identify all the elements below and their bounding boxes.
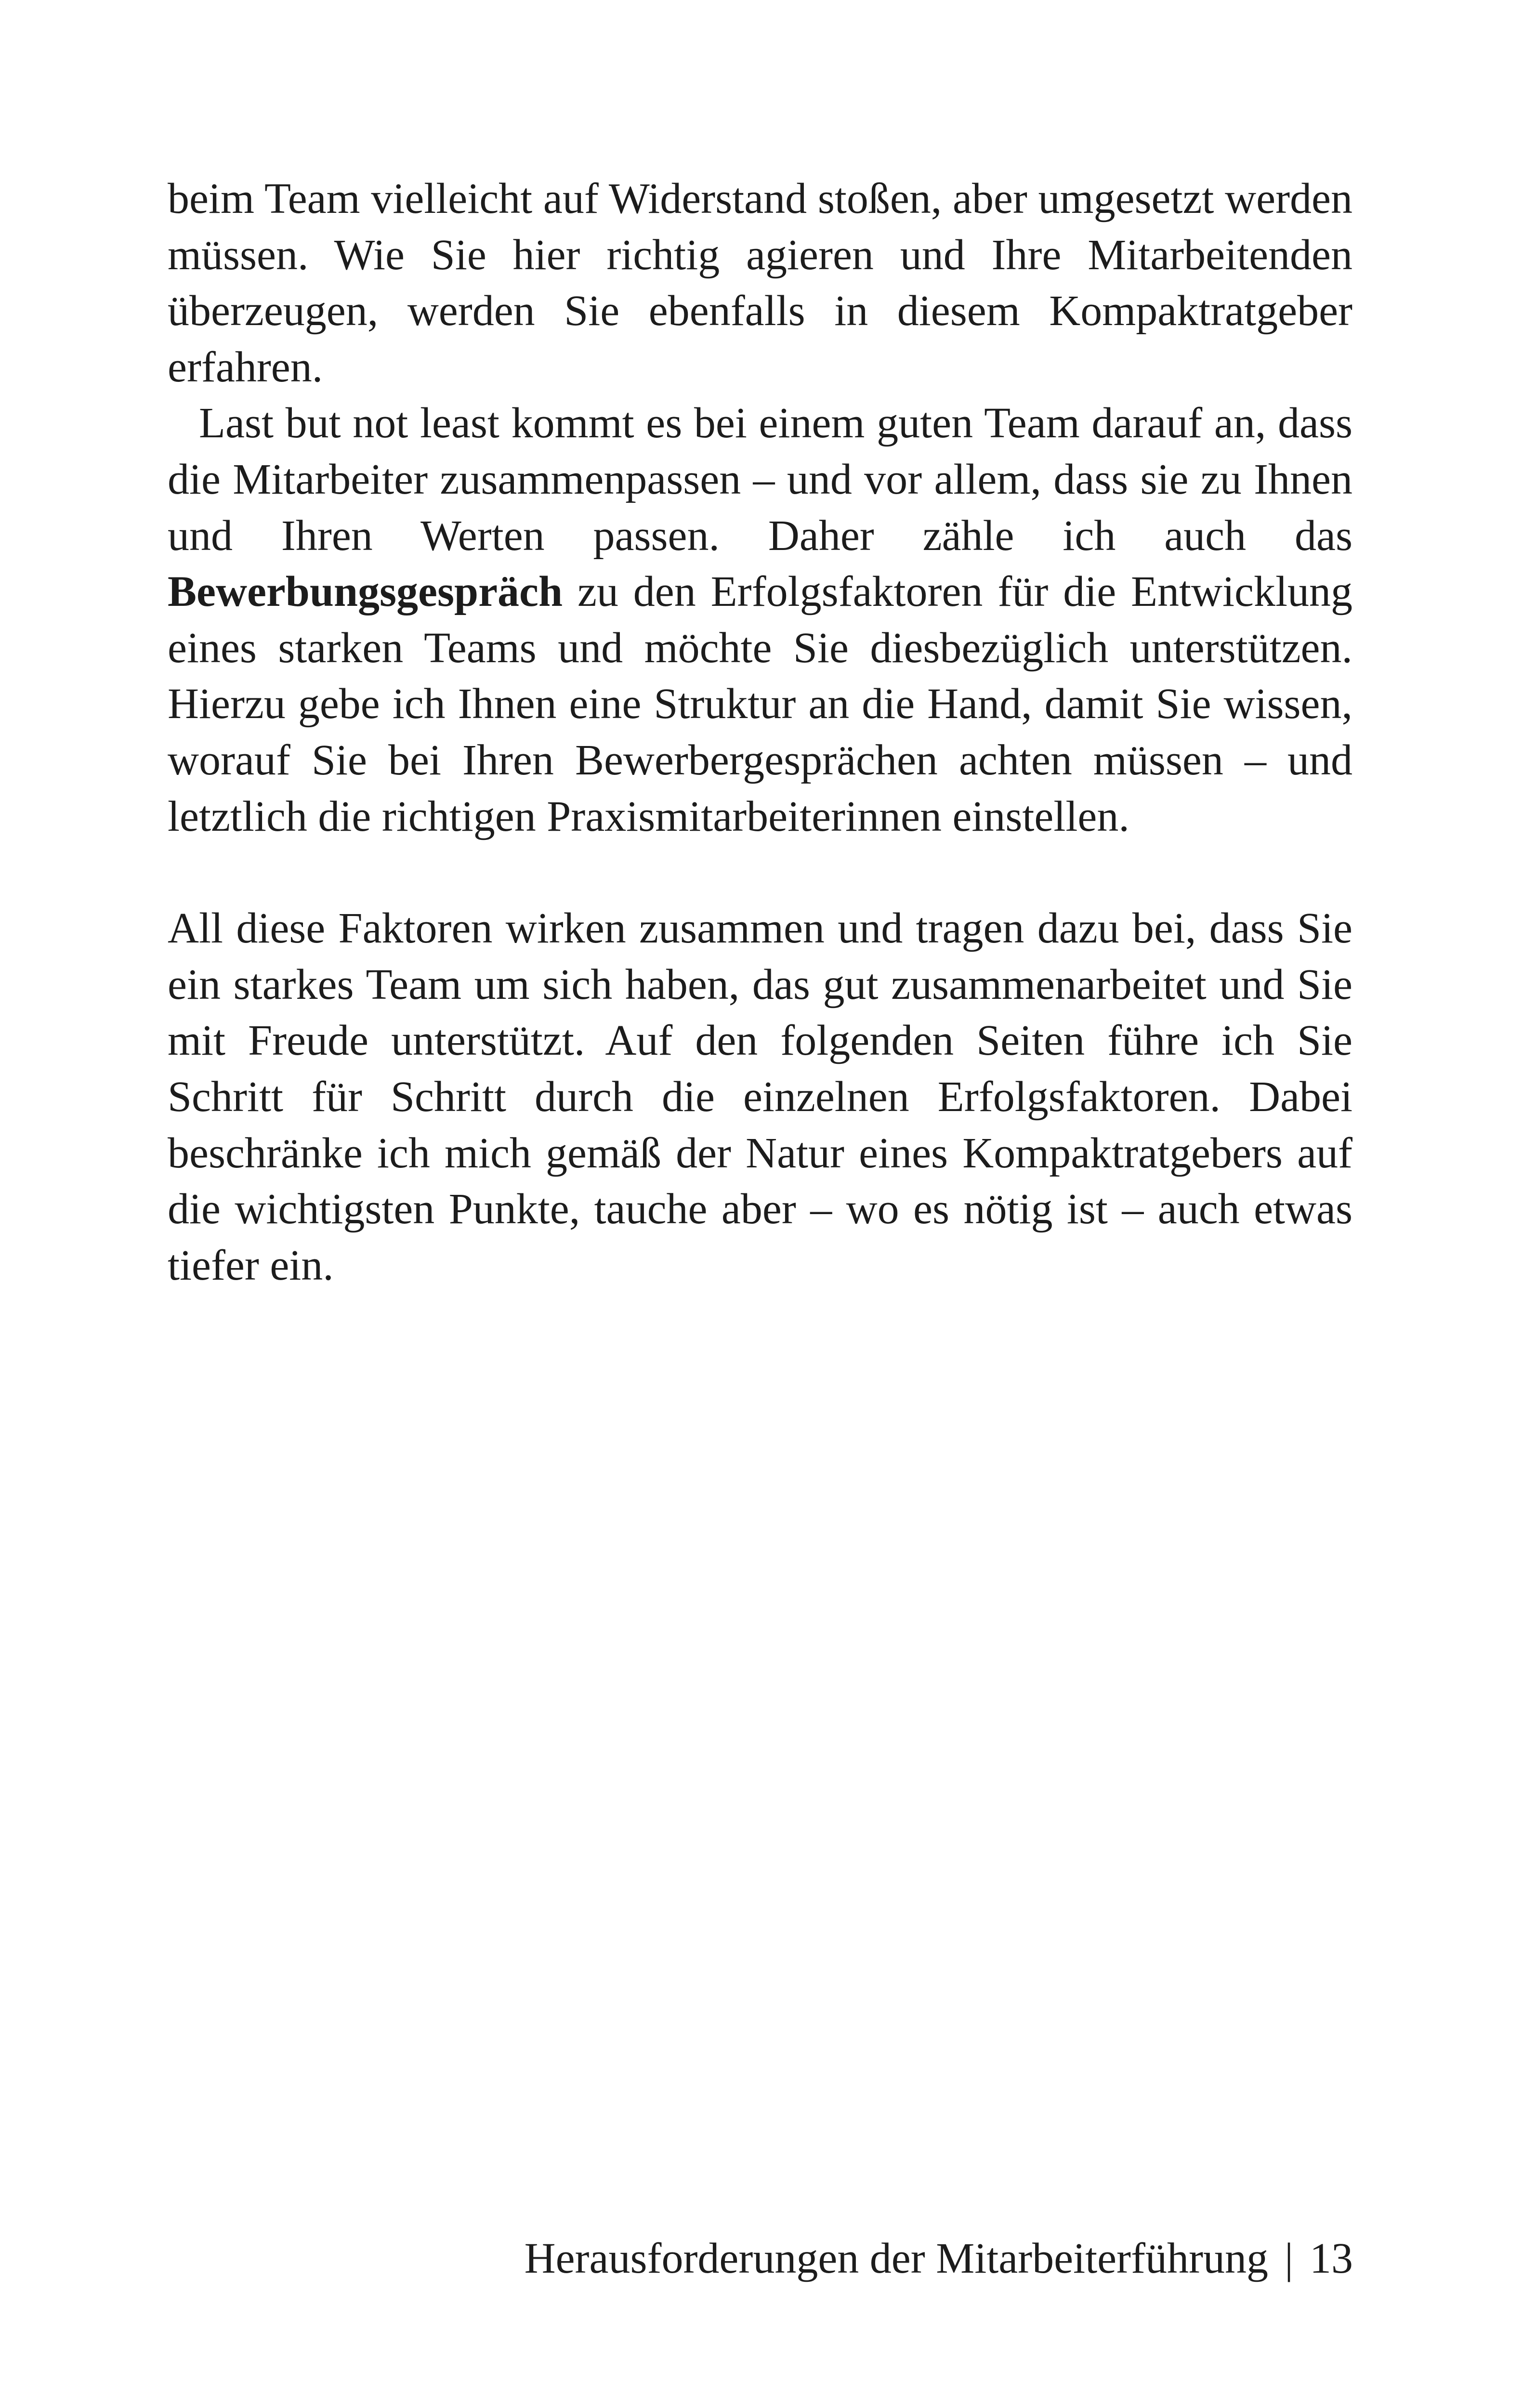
- paragraph-2-text-end: zu den Erfolgsfaktoren für die Entwicklung eines starken Teams und möchte Sie diesbezüglich unterstützen. Hierzu gebe ich Ihnen eine Struktur an die Hand, damit Sie wissen, worauf Sie bei Ihren Bewerbergesprächen achten müssen – und letztlich die richtigen Praxismitarbeiterinnen einstellen.: [168, 568, 1352, 840]
- bold-term-bewerbungsgespraech: Bewerbungsgespräch: [168, 568, 563, 616]
- running-title: Herausforderungen der Mitarbeiterführung: [524, 2235, 1268, 2282]
- page-number: 13: [1310, 2235, 1353, 2282]
- paragraph-2-text-start: Last but not least kommt es bei einem guten Team darauf an, dass die Mitarbeiter zusammenpassen – und vor allem, dass sie zu Ihnen und Ihren Werten passen. Daher zähle ich auch das: [168, 399, 1352, 560]
- footer-separator: |: [1284, 2235, 1293, 2282]
- paragraph-1: beim Team vielleicht auf Widerstand stoßen, aber umgesetzt werden müssen. Wie Sie hier richtig agieren und Ihre Mitarbeitenden überzeugen, werden Sie ebenfalls in diesem Kompaktratgeber erfahren.: [168, 175, 1352, 391]
- page-footer: [525, 2235, 1353, 2283]
- body-text: [168, 171, 1352, 1294]
- paragraph-2: [168, 395, 1352, 845]
- paragraph-3: All diese Faktoren wirken zusammen und tragen dazu bei, dass Sie ein starkes Team um sich haben, das gut zusammenarbeitet und Sie mit Freude unterstützt. Auf den folgenden Seiten führe ich Sie Schritt für Schritt durch die einzelnen Erfolgsfaktoren. Dabei beschränke ich mich gemäß der Natur eines Kompaktratgebers auf die wichtigsten Punkte, tauche aber – wo es nötig ist – auch etwas tiefer ein.: [168, 904, 1352, 1289]
